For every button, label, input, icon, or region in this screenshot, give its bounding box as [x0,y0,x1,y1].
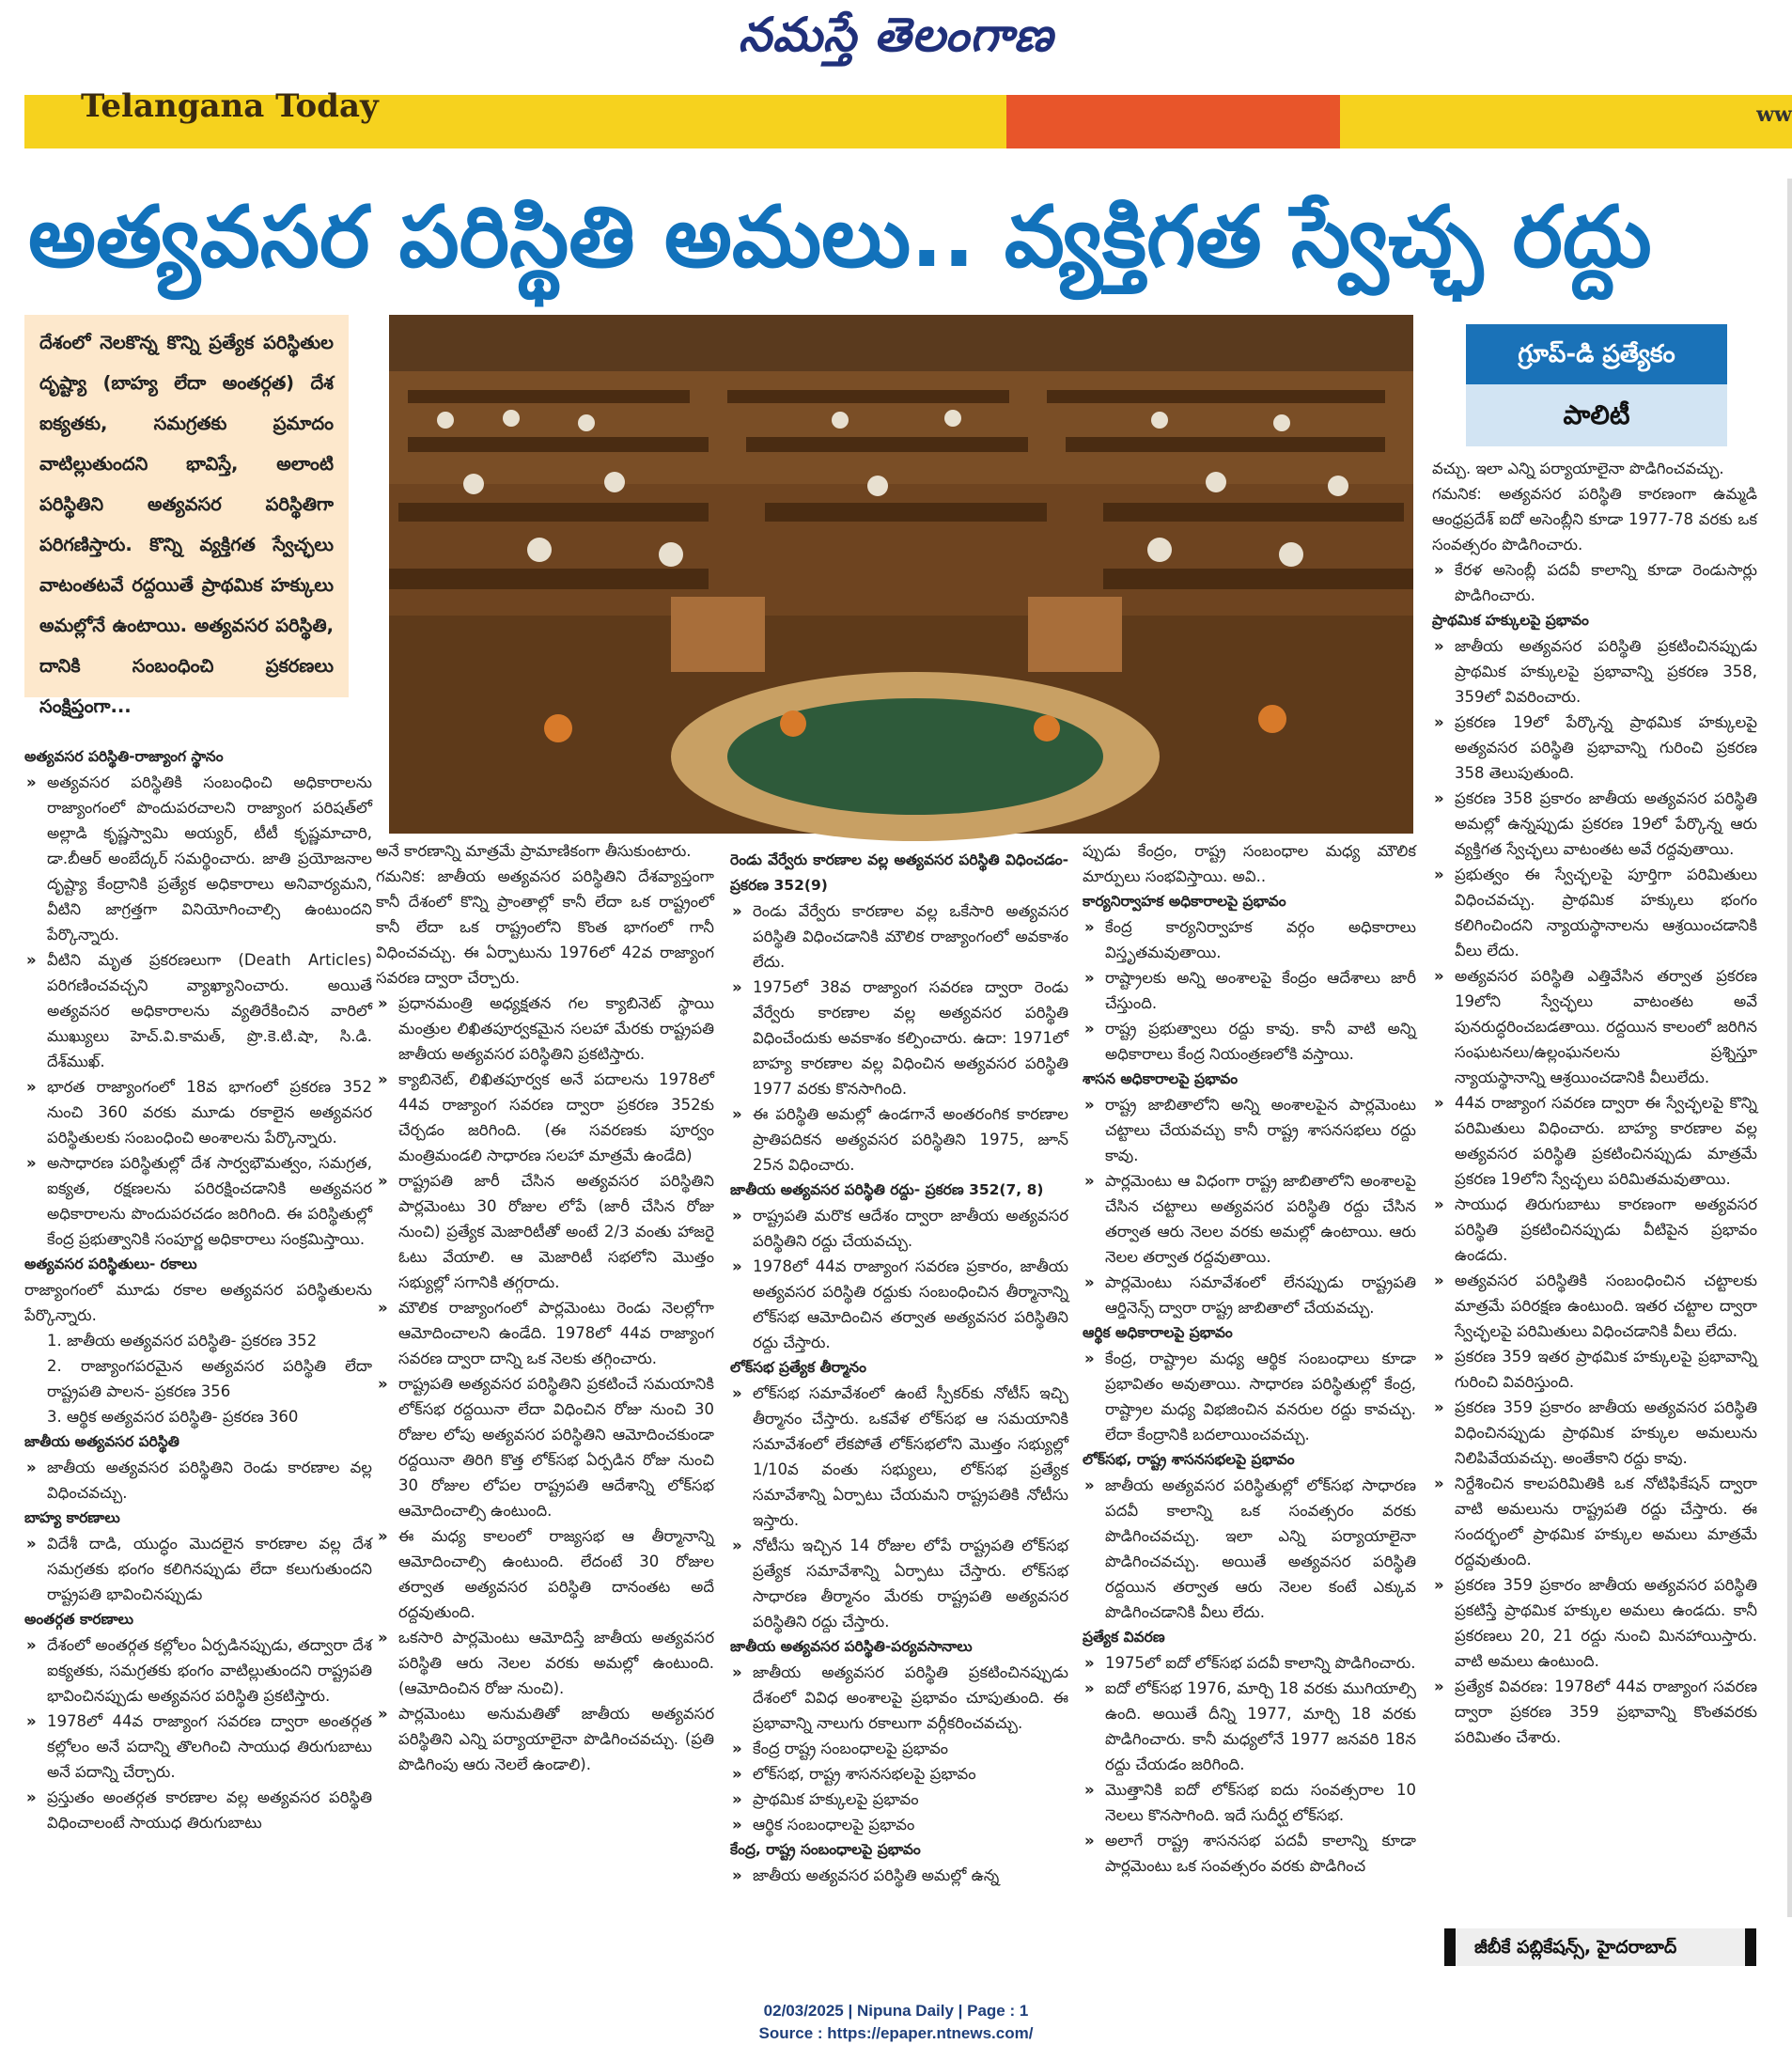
paragraph: » అలాగే రాష్ట్ర శాసనసభ పదవీ కాలాన్ని కూడా పార్లమెంటు ఒక సంవత్సరం వరకు పొడిగించ [1083,1828,1416,1879]
paragraph: » అత్యవసర పరిస్థితికి సంబంధించిన చట్టాలకు మాత్రమే పరిరక్షణ ఉంటుంది. ఇతర చట్టాల ద్వారా స్వేచ్ఛలపై పరిమితులు విధించడానికి వీలు లేదు. [1432,1268,1757,1344]
section-heading: జాతీయ అత్యవసర పరిస్థితి రద్దు- ప్రకరణ 352(7, 8) [730,1181,1044,1198]
paragraph: » పార్లమెంటు ఆ విధంగా రాష్ట్ర జాబితాలోని అంశాలపై చేసిన చట్టాలు అత్యవసర పరిస్థితి రద్దు చేసిన తర్వాత ఆరు నెలల వరకు అమల్లో ఉంటాయి. ఆరు నెలల తర్వాత రద్దవుతాయి. [1083,1168,1416,1270]
article-column-2 [376,838,714,1966]
page-footer [0,2000,1792,2045]
paragraph: » కేంద్ర రాష్ట్ర సంబంధాలపై ప్రభావం [730,1736,1068,1761]
paragraph: » ఒకసారి పార్లమెంటు ఆమోదిస్తే జాతీయ అత్యవసర పరిస్థితి ఆరు నెలల వరకు అమల్లో ఉంటుంది. (ఆమోదించిన రోజు నుంచి). [376,1625,714,1701]
parliament-photo [389,315,1413,834]
section-heading: అత్యవసర పరిస్థితులు- రకాలు [24,1256,197,1272]
paragraph: » రాష్ట్రపతి జారీ చేసిన అత్యవసర పరిస్థితిని పార్లమెంటు 30 రోజుల లోపే (జారీ చేసిన రోజు నుంచి) ప్రత్యేక మెజారిటీతో అంటే 2/3 వంతు హాజరై ఓటు వేయాలి. ఆ మెజారిటీ సభలోని మొత్తం సభ్యుల్లో సగానికి తగ్గరాదు. [376,1168,714,1295]
paragraph: » రాష్ట్రపతి అత్యవసర పరిస్థితిని ప్రకటించే సమయానికి లోక్‌సభ రద్దయినా లేదా విధించిన రోజు నుంచి 30 రోజుల లోపు అత్యవసర పరిస్థితిని ఆమోదించకుండా రద్దయినా తిరిగి కొత్త లోక్‌సభ ఏర్పడిన రోజు నుంచి 30 రోజుల లోపల రాష్ట్రపతి ఆదేశాన్ని లోక్‌సభ ఆమోదించాల్సి ఉంటుంది. [376,1371,714,1523]
footer-source-line[interactable]: Source : https://epaper.ntnews.com/ [758,2024,1034,2042]
paragraph: » ప్రభుత్వం ఈ స్వేచ్ఛలపై పూర్తిగా పరిమితులు విధించవచ్చు. ప్రాథమిక హక్కులు భంగం కలిగించిందని న్యాయస్థానాలను ఆశ్రయించడానికి వీలు లేదు. [1432,862,1757,963]
paragraph: » నిర్దేశించిన కాలపరిమితికి ఒక నోటిఫికేషన్ ద్వారా వాటి అమలును రాష్ట్రపతి రద్దు చేస్తారు. ఈ సందర్భంలో ప్రాథమిక హక్కుల అమలు మాత్రమే రద్దవుతుంది. [1432,1471,1757,1572]
paragraph: » ప్రకరణ 359 ప్రకారం జాతీయ అత్యవసర పరిస్థితి విధించినప్పుడు ప్రాథమిక హక్కుల అమలును నిలిపివేయవచ్చు. అంతేకాని రద్దు కావు. [1432,1395,1757,1471]
paragraph: » 1978లో 44వ రాజ్యాంగ సవరణ ద్వారా అంతర్గత కల్లోలం అనే పదాన్ని తొలగించి సాయుధ తిరుగుబాటు అనే పదాన్ని చేర్చారు. [24,1709,372,1785]
category-tag: గ్రూప్-డి ప్రత్యేకం [1466,324,1727,384]
paragraph: » 44వ రాజ్యాంగ సవరణ ద్వారా ఈ స్వేచ్ఛలపై కొన్ని పరిమితులు విధించారు. బాహ్య కారణాల వల్ల అత్యవసర పరిస్థితి ప్రకటించినప్పుడు మాత్రమే ప్రకరణ 19లోని స్వేచ్ఛలు పరిమితమవుతాయి. [1432,1090,1757,1192]
paragraph: 1. జాతీయ అత్యవసర పరిస్థితి- ప్రకరణ 352 [47,1332,318,1350]
paragraph: » సాయుధ తిరుగుబాటు కారణంగా అత్యవసర పరిస్థితి ప్రకటించినప్పుడు వీటిపైన ప్రభావం ఉండదు. [1432,1192,1757,1268]
masthead-title: నమస్తే తెలంగాణ [738,8,1054,62]
subject-tag: పాలిటీ [1466,384,1727,446]
paragraph: » కేంద్ర కార్యనిర్వాహక వర్గం అధికారాలు విస్తృతమవుతాయి. [1083,914,1416,965]
paragraph: » మౌలిక రాజ్యాంగంలో పార్లమెంటు రెండు నెలల్లోగా ఆమోదించాలని ఉండేది. 1978లో 44వ రాజ్యాంగ సవరణ ద్వారా దాన్ని ఒక నెలకు తగ్గించారు. [376,1295,714,1371]
section-heading: శాసన అధికారాలపై ప్రభావం [1083,1070,1239,1087]
paragraph: » భారత రాజ్యాంగంలో 18వ భాగంలో ప్రకరణ 352 నుంచి 360 వరకు మూడు రకాలైన అత్యవసర పరిస్థితులకు సంబంధించి అంశాలను పేర్కొన్నారు. [24,1074,372,1150]
paragraph: » నోటీసు ఇచ్చిన 14 రోజుల లోపే రాష్ట్రపతి లోక్‌సభ ప్రత్యేక సమావేశాన్ని ఏర్పాటు చేస్తారు. లోక్‌సభ సాధారణ తీర్మానం మేరకు రాష్ట్రపతి అత్యవసర పరిస్థితిని రద్దు చేస్తారు. [730,1533,1068,1634]
paragraph: » 1978లో 44వ రాజ్యాంగ సవరణ ప్రకారం, జాతీయ అత్యవసర పరిస్థితి రద్దుకు సంబంధించిన తీర్మానాన్ని లోక్‌సభ ఆమోదించిన తర్వాత అత్యవసర పరిస్థితిని రద్దు చేస్తారు. [730,1254,1068,1355]
paragraph: » ప్రకరణ 19లో పేర్కొన్న ప్రాథమిక హక్కులపై అత్యవసర పరిస్థితి ప్రభావాన్ని గురించి ప్రకరణ 358 తెలుపుతుంది. [1432,710,1757,786]
paragraph: » రాష్ట్రాలకు అన్ని అంశాలపై కేంద్రం ఆదేశాలు జారీ చేస్తుంది. [1083,965,1416,1016]
paragraph: » వీటిని మృత ప్రకరణలుగా (Death Articles) పరిగణించవచ్చని వ్యాఖ్యానించారు. అయితే అత్యవసర అధికారాలను వ్యతిరేకించిన వారిలో ముఖ్యులు హెచ్.వి.కామత్, ప్రొ.కె.టి.షా, సి.డి. దేశ్‌ముఖ్. [24,947,372,1074]
paragraph: » ప్రత్యేక వివరణ: 1978లో 44వ రాజ్యాంగ సవరణ ద్వారా ప్రకరణ 359 ప్రభావాన్ని కొంతవరకు పరిమితం చేశారు. [1432,1674,1757,1750]
paragraph: » ప్రకరణ 359 ఇతర ప్రాథమిక హక్కులపై ప్రభావాన్ని గురించి వివరిస్తుంది. [1432,1344,1757,1395]
paragraph: » రాష్ట్ర ప్రభుత్వాలు రద్దు కావు. కానీ వాటి అన్ని అధికారాలు కేంద్ర నియంత్రణలోకి వస్తాయి. [1083,1016,1416,1067]
paragraph: » అత్యవసర పరిస్థితికి సంబంధించి అధికారాలను రాజ్యాంగంలో పొందుపరచాలని రాజ్యాంగ పరిషత్‌లో అల్లాడి కృష్ణస్వామి అయ్యర్, టీటీ కృష్ణమాచారి, డా.బీఆర్ అంబేద్కర్ సమర్థించారు. జాతి ప్రయోజనాల దృష్ట్యా కేంద్రానికి ప్రత్యేక అధికారాలు అనివార్యమని, వీటిని జాగ్రత్తగా వినియోగించాల్సి ఉంటుందని పేర్కొన్నారు. [24,770,372,947]
paragraph: 2. రాజ్యాంగపరమైన అత్యవసర పరిస్థితి లేదా రాష్ట్రపతి పాలన- ప్రకరణ 356 [47,1357,372,1400]
paragraph: » ఈ మధ్య కాలంలో రాజ్యసభ ఆ తీర్మానాన్ని ఆమోదించాల్సి ఉంటుంది. లేదంటే 30 రోజుల తర్వాత అత్యవసర పరిస్థితి దానంతట అదే రద్దవుతుంది. [376,1523,714,1625]
paragraph: » జాతీయ అత్యవసర పరిస్థితి అమల్లో ఉన్న [730,1863,1068,1888]
section-heading: కేంద్ర, రాష్ట్ర సంబంధాలపై ప్రభావం [730,1841,921,1858]
section-heading: ఆర్థిక అధికారాలపై ప్రభావం [1083,1324,1233,1341]
paragraph: 3. ఆర్థిక అత్యవసర పరిస్థితి- ప్రకరణ 360 [47,1408,299,1426]
paragraph: వచ్చు. ఇలా ఎన్ని పర్యాయాలైనా పొడిగించవచ్చు. [1432,460,1724,477]
paragraph: » జాతీయ అత్యవసర పరిస్థితుల్లో లోక్‌సభ సాధారణ పదవీ కాలాన్ని ఒక సంవత్సరం వరకు పొడిగించవచ్చు. ఇలా ఎన్ని పర్యాయాలైనా పొడిగించవచ్చు. అయితే అత్యవసర పరిస్థితి రద్దయిన తర్వాత ఆరు నెలల కంటే ఎక్కువ పొడిగించడానికి వీలు లేదు. [1083,1473,1416,1625]
headline: అత్యవసర పరిస్థితి అమలు.. వ్యక్తిగత స్వేచ్ఛ రద్దు [28,188,1652,287]
paragraph: » జాతీయ అత్యవసర పరిస్థితి ప్రకటించినప్పుడు దేశంలో వివిధ అంశాలపై ప్రభావం చూపుతుంది. ఈ ప్రభావాన్ని నాలుగు రకాలుగా వర్గీకరించవచ్చు. [730,1660,1068,1736]
section-heading: లోక్‌సభ ప్రత్యేక తీర్మానం [730,1359,866,1376]
paragraph: » కేరళ అసెంబ్లీ పదవీ కాలాన్ని కూడా రెండుసార్లు పొడిగించారు. [1432,557,1757,608]
paragraph: » క్యాబినెట్, లిఖితపూర్వక అనే పదాలను 1978లో 44వ రాజ్యాంగ సవరణ ద్వారా ప్రకరణ 352కు చేర్చడం జరిగింది. (ఈ సవరణకు పూర్వం మంత్రిమండలి సాధారణ సలహా మాత్రమే ఉండేది) [376,1067,714,1168]
intro-box: దేశంలో నెలకొన్న కొన్ని ప్రత్యేక పరిస్థితుల దృష్ట్యా (బాహ్య లేదా అంతర్గత) దేశ ఐక్యతకు, సమగ్రతకు ప్రమాదం వాటిల్లుతుందని భావిస్తే, అలాంటి పరిస్థితిని అత్యవసర పరిస్థితిగా పరిగణిస్తారు. కొన్ని వ్యక్తిగత స్వేచ్ఛలు వాటంతటవే రద్దయితే ప్రాథమిక హక్కులు అమల్లోనే ఉంటాయి. అత్యవసర పరిస్థితి, దానికి సంబంధించి ప్రకరణలు సంక్షిప్తంగా... [24,315,349,697]
article-column-3 [730,848,1068,1966]
website-fragment: ww [1756,102,1792,127]
paragraph: » మొత్తానికి ఐదో లోక్‌సభ ఐదు సంవత్సరాల 10 నెలలు కొనసాగింది. ఇదే సుదీర్ఘ లోక్‌సభ. [1083,1777,1416,1828]
paragraph: » ఆర్థిక సంబంధాలపై ప్రభావం [730,1812,1068,1837]
paragraph: గమనిక: అత్యవసర పరిస్థితి కారణంగా ఉమ్మడి ఆంధ్రప్రదేశ్ ఐదో అసెంబ్లీని కూడా 1977-78 వరకు ఒక సంవత్సరం పొడిగించారు. [1432,485,1757,554]
paragraph: గమనిక: జాతీయ అత్యవసర పరిస్థితిని దేశవ్యాప్తంగా కానీ దేశంలో కొన్ని ప్రాంతాల్లో కానీ లేదా ఒక రాష్ట్రంలో కానీ లేదా ఒక రాష్ట్రంలోని కొంత భాగంలో గానీ విధించవచ్చు. ఈ ఏర్పాటును 1976లో 42వ రాజ్యాంగ సవరణ ద్వారా చేర్చారు. [376,867,714,987]
masthead [0,0,1792,70]
section-heading: జాతీయ అత్యవసర పరిస్థితి [24,1433,179,1450]
paragraph: » 1975లో 38వ రాజ్యాంగ సవరణ ద్వారా రెండు వేర్వేరు కారణాల వల్ల అత్యవసర పరిస్థితి విధించేందుకు అవకాశం కల్పించారు. ఉదా: 1971లో బాహ్య కారణాల వల్ల విధించిన అత్యవసర పరిస్థితి 1977 వరకు కొనసాగింది. [730,975,1068,1101]
paragraph: » జాతీయ అత్యవసర పరిస్థితి ప్రకటించినప్పుడు ప్రాథమిక హక్కులపై ప్రభావాన్ని ప్రకరణ 358, 359లో వివరించారు. [1432,633,1757,710]
section-heading: అత్యవసర పరిస్థితి-రాజ్యాంగ స్థానం [24,748,224,765]
paragraph: ప్పుడు కేంద్రం, రాష్ట్ర సంబంధాల మధ్య మౌలిక మార్పులు సంభవిస్తాయి. అవి.. [1083,842,1416,885]
paragraph: » రాష్ట్ర జాబితాలోని అన్ని అంశాలపైన పార్లమెంటు చట్టాలు చేయవచ్చు కానీ రాష్ట్ర శాసనసభలు రద్దు కావు. [1083,1092,1416,1168]
paragraph: » ఈ పరిస్థితి అమల్లో ఉండగానే అంతరంగిక కారణాల ప్రాతిపదికన అత్యవసర పరిస్థితిని 1975, జూన్ 25న విధించారు. [730,1101,1068,1178]
article-column-5 [1432,456,1757,1969]
section-heading: లోక్‌సభ, రాష్ట్ర శాసనసభలపై ప్రభావం [1083,1451,1295,1468]
paragraph: » విదేశీ దాడి, యుద్ధం మొదలైన కారణాల వల్ల దేశ సమగ్రతకు భంగం కలిగినప్పుడు లేదా కలుగుతుందని రాష్ట్రపతి భావించినప్పుడు [24,1531,372,1607]
publisher-credit: జీబీకే పబ్లికేషన్స్, హైదరాబాద్ [1444,1928,1756,1966]
paragraph: » రెండు వేర్వేరు కారణాల వల్ల ఒకేసారి అత్యవసర పరిస్థితి విధించడానికి మౌలిక రాజ్యాంగంలో అవకాశం లేదు. [730,898,1068,975]
paragraph: » ప్రకరణ 358 ప్రకారం జాతీయ అత్యవసర పరిస్థితి అమల్లో ఉన్నప్పుడు ప్రకరణ 19లో పేర్కొన్న ఆరు వ్యక్తిగత స్వేచ్ఛలు వాటంతట అవే రద్దవుతాయి. [1432,786,1757,862]
partner-logo: Telangana Today [81,87,379,125]
paragraph: రాజ్యాంగంలో మూడు రకాల అత్యవసర పరిస్థితులను పేర్కొన్నారు. [24,1281,372,1324]
section-heading: అంతర్గత కారణాలు [24,1611,134,1628]
section-heading: జాతీయ అత్యవసర పరిస్థితి-పర్యవసానాలు [730,1638,973,1655]
article-column-1 [24,744,372,1966]
article-column-4 [1083,838,1416,1966]
paragraph: » ప్రాథమిక హక్కులపై ప్రభావం [730,1787,1068,1812]
banner-red-block [1006,95,1340,148]
paragraph: » ప్రకరణ 359 ప్రకారం జాతీయ అత్యవసర పరిస్థితి ప్రకటిస్తే ప్రాథమిక హక్కుల అమలు ఉండదు. కానీ ప్రకరణలు 20, 21 రద్దు నుంచి మినహాయిస్తారు. వాటి అమలు ఉంటుంది. [1432,1572,1757,1674]
paragraph: » 1975లో ఐదో లోక్‌సభ పదవీ కాలాన్ని పొడిగించారు. [1083,1650,1416,1676]
paragraph: » లోక్‌సభ సమావేశంలో ఉంటే స్పీకర్‌కు నోటీస్ ఇచ్చి తీర్మానం చేస్తారు. ఒకవేళ లోక్‌సభ ఆ సమయానికి సమావేశంలో లేకపోతే లోక్‌సభలోని మొత్తం సభ్యుల్లో 1/10వ వంతు సభ్యులు, లోక్‌సభ ప్రత్యేక సమావేశాన్ని ఏర్పాటు చేయమని రాష్ట్రపతికి నోటీసు ఇస్తారు. [730,1381,1068,1533]
section-heading: ప్రత్యేక వివరణ [1083,1629,1165,1646]
footer-date-line: 02/03/2025 | Nipuna Daily | Page : 1 [763,2002,1029,2020]
section-banner [24,87,1792,148]
paragraph: » ప్రధానమంత్రి అధ్యక్షతన గల క్యాబినెట్ స్థాయి మంత్రుల లిఖితపూర్వకమైన సలహా మేరకు రాష్ట్రపతి జాతీయ అత్యవసర పరిస్థితిని ప్రకటిస్తారు. [376,991,714,1067]
paragraph: » అత్యవసర పరిస్థితి ఎత్తివేసిన తర్వాత ప్రకరణ 19లోని స్వేచ్ఛలు వాటంతట అవే పునరుద్ధరించబడతాయి. రద్దయిన కాలంలో జరిగిన సంఘటనలు/ఉల్లంఘనలను ప్రశ్నిస్తూ న్యాయస్థానాన్ని ఆశ్రయించడానికి వీలులేదు. [1432,963,1757,1090]
paragraph: » రాష్ట్రపతి మరొక ఆదేశం ద్వారా జాతీయ అత్యవసర పరిస్థితిని రద్దు చేయవచ్చు. [730,1203,1068,1254]
paragraph: » ఐదో లోక్‌సభ 1976, మార్చి 18 వరకు ముగియాల్సి ఉంది. అయితే దీన్ని 1977, మార్చి 18 వరకు పొడిగించారు. కానీ మధ్యలోనే 1977 జనవరి 18న రద్దు చేయడం జరిగింది. [1083,1676,1416,1777]
section-heading: కార్యనిర్వాహక అధికారాలపై ప్రభావం [1083,893,1286,910]
paragraph: అనే కారణాన్ని మాత్రమే ప్రామాణికంగా తీసుకుంటారు. [376,842,692,860]
paragraph: » కేంద్ర, రాష్ట్రాల మధ్య ఆర్థిక సంబంధాలు కూడా ప్రభావితం అవుతాయి. సాధారణ పరిస్థితుల్లో కేంద్ర, రాష్ట్రాల మధ్య విభజించిన వనరుల రద్దు కావచ్చు. లేదా కేంద్రానికి బదలాయించవచ్చు. [1083,1346,1416,1447]
section-heading: రెండు వేర్వేరు కారణాల వల్ల అత్యవసర పరిస్థితి విధించడం- ప్రకరణ 352(9) [730,851,1068,894]
scrollbar[interactable] [1787,179,1792,1917]
paragraph: » పార్లమెంటు సమావేశంలో లేనప్పుడు రాష్ట్రపతి ఆర్డినెన్స్ ద్వారా రాష్ట్ర జాబితాలో చేయవచ్చు. [1083,1270,1416,1320]
section-heading: ప్రాథమిక హక్కులపై ప్రభావం [1432,612,1589,629]
paragraph: » లోక్‌సభ, రాష్ట్ర శాసనసభలపై ప్రభావం [730,1761,1068,1787]
paragraph: » ప్రస్తుతం అంతర్గత కారణాల వల్ల అత్యవసర పరిస్థితి విధించాలంటే సాయుధ తిరుగుబాటు [24,1785,372,1835]
paragraph: » అసాధారణ పరిస్థితుల్లో దేశ సార్వభౌమత్వం, సమగ్రత, ఐక్యత, రక్షణలను పరిరక్షించడానికి అత్యవసర అధికారాలను పొందుపరచడం జరిగింది. ఈ పరిస్థితుల్లో కేంద్ర ప్రభుత్వానికి సంపూర్ణ అధికారాలు సంక్రమిస్తాయి. [24,1150,372,1252]
paragraph: » జాతీయ అత్యవసర పరిస్థితిని రెండు కారణాల వల్ల విధించవచ్చు. [24,1455,372,1506]
section-heading: బాహ్య కారణాలు [24,1509,120,1526]
paragraph: » పార్లమెంటు అనుమతితో జాతీయ అత్యవసర పరిస్థితిని ఎన్ని పర్యాయాలైనా పొడిగించవచ్చు. (ప్రతి పొడిగింపు ఆరు నెలలే ఉండాలి). [376,1701,714,1777]
paragraph: » దేశంలో అంతర్గత కల్లోలం ఏర్పడినప్పుడు, తద్వారా దేశ ఐక్యతకు, సమగ్రతకు భంగం వాటిల్లుతుందని రాష్ట్రపతి భావించినప్పుడు అత్యవసర పరిస్థితి ప్రకటిస్తారు. [24,1632,372,1709]
